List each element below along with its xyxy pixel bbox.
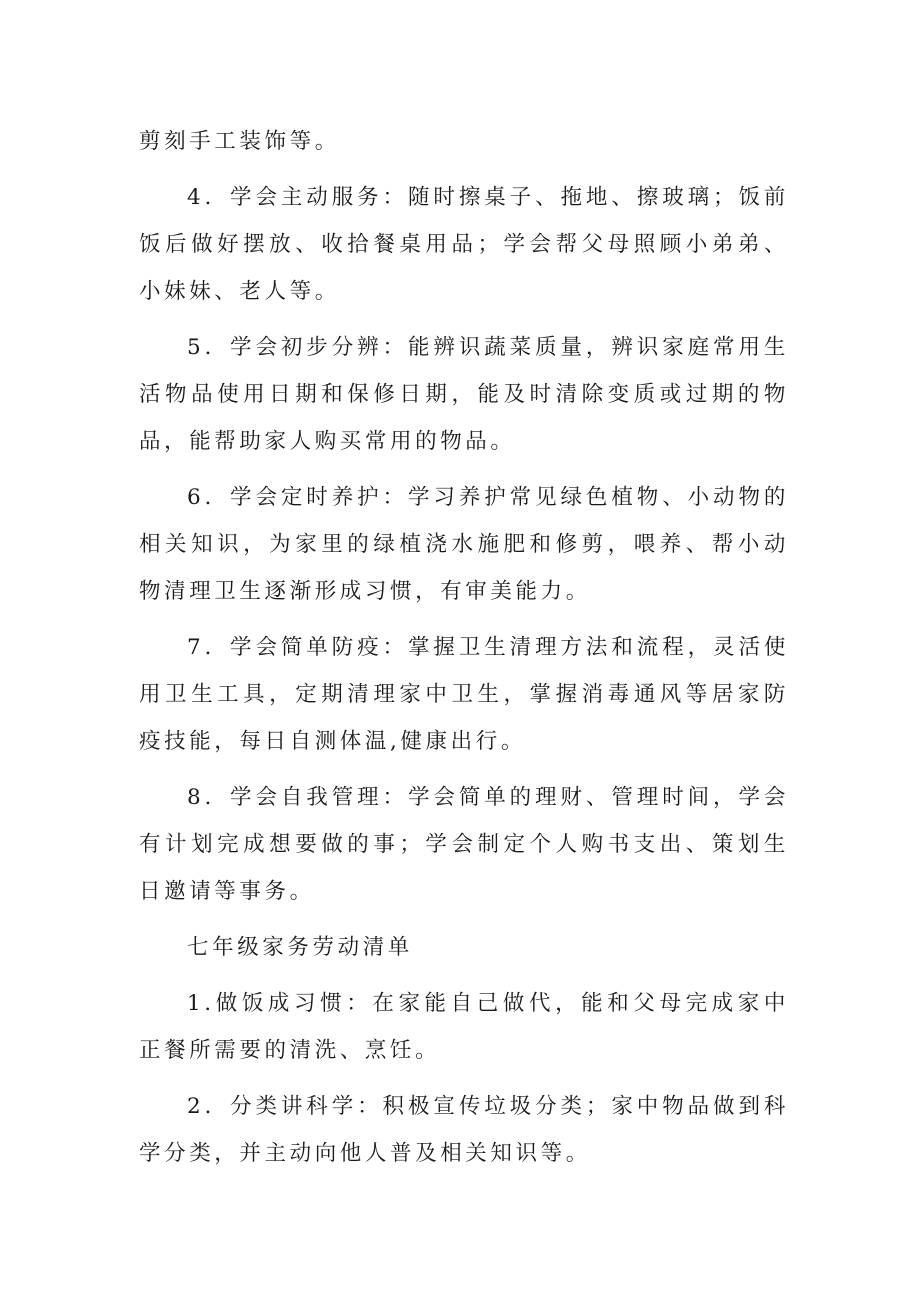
- section-item-1: 1.做饭成习惯：在家能自己做代，能和父母完成家中正餐所需要的清洗、烹饪。: [139, 991, 789, 1063]
- paragraph-item-7: 7．学会简单防疫：掌握卫生清理方法和流程，灵活使用卫生工具，定期清理家中卫生，掌握消毒通风等居家防疫技能，每日自测体温,健康出行。: [139, 635, 789, 754]
- paragraph-item-4: 4．学会主动服务：随时擦桌子、拖地、擦玻璃；饭前饭后做好摆放、收拾餐桌用品；学会帮父母照顾小弟弟、小妹妹、老人等。: [139, 185, 789, 304]
- section-item-2: 2．分类讲科学：积极宣传垃圾分类；家中物品做到科学分类，并主动向他人普及相关知识等。: [139, 1094, 789, 1166]
- paragraph-item-8: 8．学会自我管理：学会简单的理财、管理时间，学会有计划完成想要做的事；学会制定个人购书支出、策划生日邀请等事务。: [139, 785, 789, 904]
- section-title: 七年级家务劳动清单: [187, 935, 413, 960]
- paragraph-item-6: 6．学会定时养护：学习养护常见绿色植物、小动物的相关知识，为家里的绿植浇水施肥和修剪，喂养、帮小动物清理卫生逐渐形成习惯，有审美能力。: [139, 485, 789, 604]
- document-body: [139, 118, 789, 1186]
- paragraph-item-5: 5．学会初步分辨：能辨识蔬菜质量，辨识家庭常用生活物品使用日期和保修日期，能及时清除变质或过期的物品，能帮助家人购买常用的物品。: [139, 335, 789, 454]
- paragraph-continuation: 剪刻手工装饰等。: [139, 129, 340, 154]
